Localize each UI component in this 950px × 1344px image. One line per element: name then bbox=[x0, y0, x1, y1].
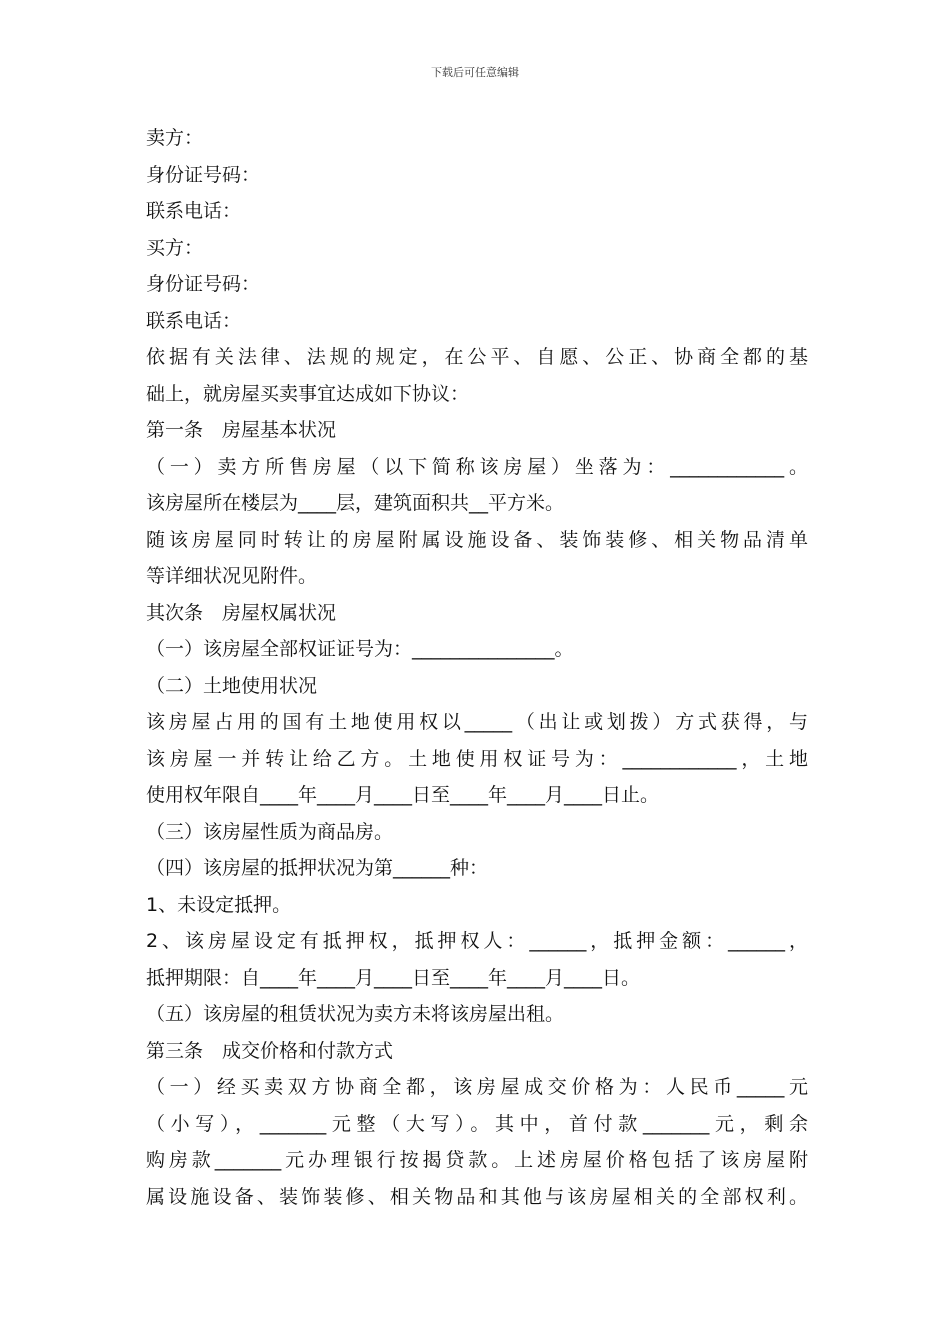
paragraph-line: （五）该房屋的租赁状况为卖方未将该房屋出租。 bbox=[146, 1003, 565, 1025]
paragraph-line: （四）该房屋的抵押状况为第______种： bbox=[146, 857, 489, 879]
paragraph-line: 属设施设备、装饰装修、相关物品和其他与该房屋相关的全部权利。 bbox=[146, 1185, 808, 1208]
paragraph-line: 购房款_______元办理银行按揭贷款。上述房屋价格包括了该房屋附 bbox=[146, 1149, 808, 1171]
paragraph-line: 身份证号码： bbox=[146, 273, 261, 295]
paragraph-line: 抵押期限：自____年____月____日至____年____月____日。 bbox=[146, 966, 641, 989]
paragraph-line: （三）该房屋性质为商品房。 bbox=[146, 820, 394, 843]
section-heading: 第一条 房屋基本状况 bbox=[146, 419, 337, 441]
section-heading: 其次条 房屋权属状况 bbox=[146, 601, 337, 624]
paragraph-line: 买方： bbox=[146, 236, 204, 259]
paragraph-line: 联系电话： bbox=[146, 309, 242, 332]
paragraph-line: 该房屋占用的国有土地使用权以_____（出让或划拨）方式获得，与 bbox=[146, 711, 808, 733]
paragraph-line: （二）土地使用状况 bbox=[146, 674, 318, 697]
paragraph-line: （一）经买卖双方协商全都，该房屋成交价格为：人民币_____元 bbox=[146, 1076, 808, 1098]
paragraph-line: 随该房屋同时转让的房屋附属设施设备、装饰装修、相关物品清单 bbox=[146, 528, 808, 551]
page-header: 下载后可任意编辑 bbox=[431, 66, 519, 79]
paragraph-line: 使用权年限自____年____月____日至____年____月____日止。 bbox=[146, 784, 660, 806]
section-heading: 第三条 成交价格和付款方式 bbox=[146, 1039, 394, 1062]
paragraph-line: （小写），_______元整（大写）。其中，首付款_______元，剩余 bbox=[146, 1112, 808, 1135]
paragraph-line: 身份证号码： bbox=[146, 163, 261, 186]
paragraph-line: （一）卖方所售房屋（以下简称该房屋）坐落为：____________。 bbox=[146, 455, 808, 478]
paragraph-line: 卖方： bbox=[146, 127, 204, 149]
paragraph-line: 础上，就房屋买卖事宜达成如下协议： bbox=[146, 382, 470, 405]
paragraph-line: 1、未设定抵押。 bbox=[146, 893, 292, 916]
paragraph-line: 该房屋所在楼层为____层，建筑面积共__平方米。 bbox=[146, 492, 565, 514]
paragraph-line: 该房屋一并转让给乙方。土地使用权证号为：____________，土地 bbox=[146, 747, 808, 770]
document-body bbox=[146, 120, 808, 1215]
paragraph-line: 2、该房屋设定有抵押权，抵押权人：______，抵押金额：______， bbox=[146, 930, 808, 952]
paragraph-line: 依据有关法律、法规的规定，在公平、自愿、公正、协商全都的基 bbox=[146, 346, 808, 368]
paragraph-line: 等详细状况见附件。 bbox=[146, 565, 318, 587]
paragraph-line: 联系电话： bbox=[146, 200, 242, 222]
paragraph-line: （一）该房屋全部权证证号为：_______________。 bbox=[146, 638, 574, 660]
